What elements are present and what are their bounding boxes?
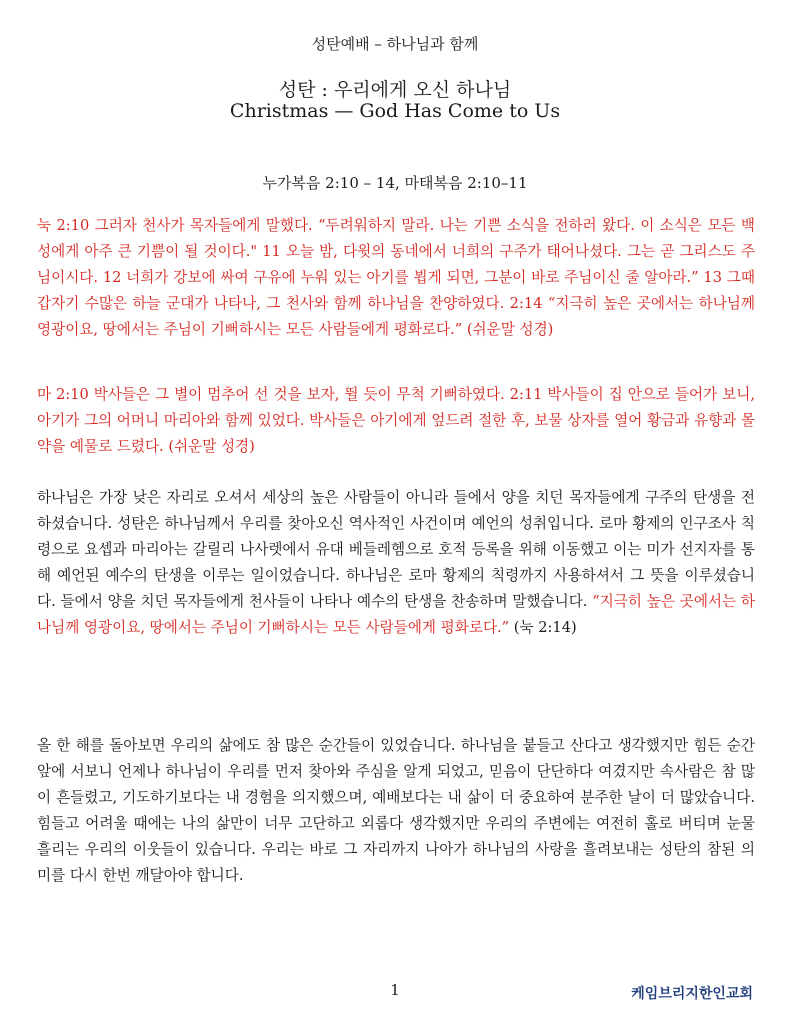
sermon-paragraph-1-quote: “지극히 높은 곳에서는 하나님께 영광이요, 땅에서는 주님이 기뻐하시는 모든 사람들에게 평화로다.”	[37, 593, 755, 636]
sermon-title-korean: 성탄 : 우리에게 오신 하나님	[278, 79, 512, 101]
series-header: 성탄예배 – 하나님과 함께	[311, 35, 479, 53]
sermon-paragraph-1-citation: (눅 2:14)	[509, 619, 577, 636]
scripture-reference: 누가복음 2:10 – 14, 마태복음 2:10–11	[262, 174, 528, 192]
sermon-paragraph-1-text: 하나님은 가장 낮은 자리로 오셔서 세상의 높은 사람들이 아니라 들에서 양을 치던 목자들에게 구주의 탄생을 전하셨습니다. 성탄은 하나님께서 우리를 찾아오신 역사적인 사건이며 예언의 성취입니다. 로마 황제의 인구조사 칙령으로 요셉과 마리아는 갈릴리 나사렛에서 유대 베들레헴으로 호적 등록을 위해 이동했고 이는 미가 선지자를 통해 예언된 예수의 탄생을 이루는 일이었습니다. 하나님은 로마 황제의 칙령까지 사용하셔서 그 뜻을 이루셨습니다. 들에서 양을 치던 목자들에게 천사들이 나타나 예수의 탄생을 찬송하며 말했습니다.	[37, 489, 755, 610]
scripture-passage-matthew: 마 2:10 박사들은 그 별이 멈추어 선 것을 보자, 뛸 듯이 무척 기뻐하였다. 2:11 박사들이 집 안으로 들어가 보니, 아기가 그의 어머니 마리아와 함께 있었다. 박사들은 아기에게 엎드려 절한 후, 보물 상자를 열어 황금과 유향과 몰약을 예물로 드렸다. (쉬운말 성경)	[37, 386, 755, 455]
scripture-passage-luke: 눅 2:10 그러자 천사가 목자들에게 말했다. “두려워하지 말라. 나는 기쁜 소식을 전하러 왔다. 이 소식은 모든 백성에게 아주 큰 기쁨이 될 것이다." 11 오늘 밤, 다윗의 동네에서 너희의 구주가 태어나셨다. 그는 곧 그리스도 주님이시다. 12 너희가 강보에 싸여 구유에 누워 있는 아기를 뵙게 되면, 그분이 바로 주님이신 줄 알아라.” 13 그때 갑자기 수많은 하늘 군대가 나타나, 그 천사와 함께 하나님을 찬양하였다. 2:14 “지극히 높은 곳에서는 하나님께 영광이요, 땅에서는 주님이 기뻐하시는 모든 사람들에게 평화로다.” (쉬운말 성경)	[37, 217, 755, 338]
sermon-title-english: Christmas — God Has Come to Us	[229, 100, 561, 122]
church-name: 케임브리지한인교회	[631, 986, 753, 1002]
sermon-paragraph-2: 올 한 해를 돌아보면 우리의 삶에도 참 많은 순간들이 있었습니다. 하나님을 붙들고 산다고 생각했지만 힘든 순간 앞에 서보니 언제나 하나님이 우리를 먼저 찾아와 주심을 알게 되었고, 믿음이 단단하다 여겼지만 속사람은 참 많이 흔들렸고, 기도하기보다는 내 경험을 의지했으며, 예배보다는 내 삶이 더 중요하여 분주한 날이 더 많았습니다. 힘들고 어려울 때에는 나의 삶만이 너무 고단하고 외롭다 생각했지만 우리의 주변에는 여전히 홀로 버티며 눈물 흘리는 우리의 이웃들이 있습니다. 우리는 바로 그 자리까지 나아가 하나님의 사랑을 흘려보내는 성탄의 참된 의미를 다시 한번 깨달아야 합니다.	[37, 737, 755, 884]
page-number: 1	[390, 981, 400, 999]
sermon-paragraph-1	[37, 485, 755, 641]
